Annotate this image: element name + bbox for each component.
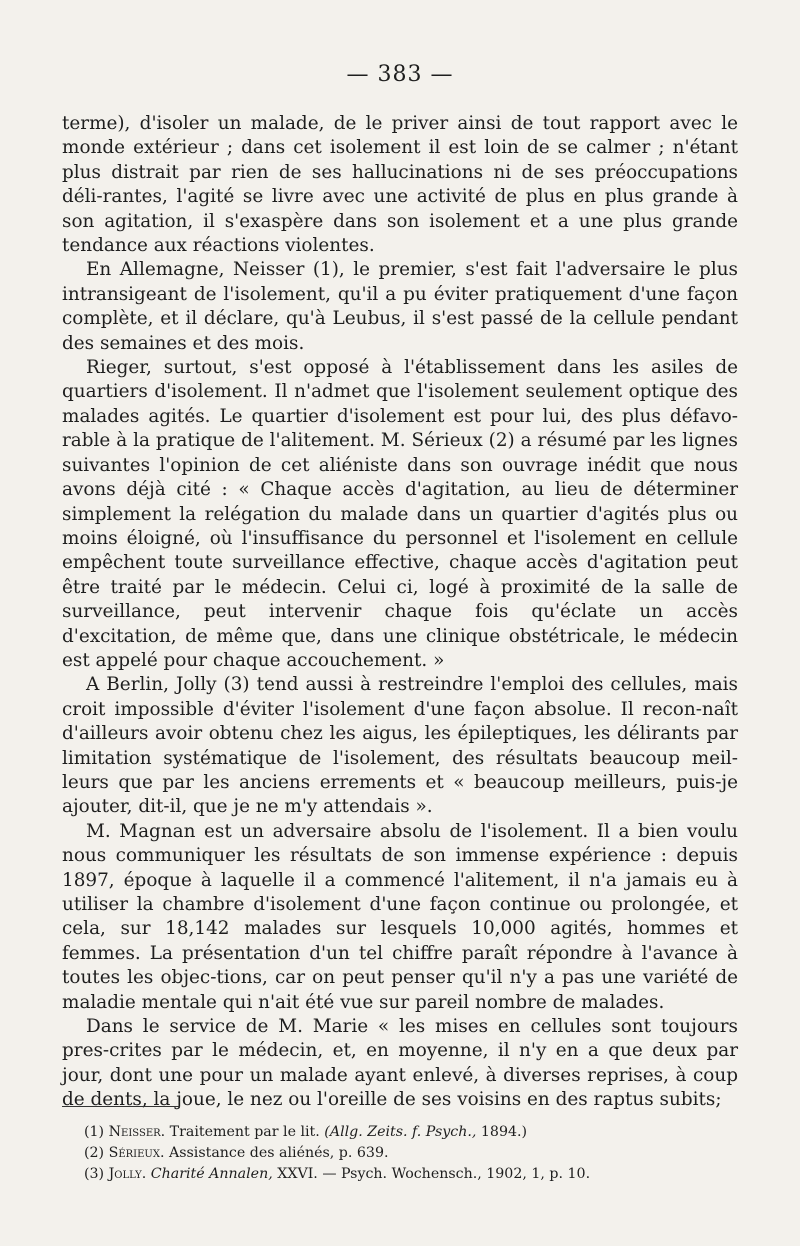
page-number: — 383 — [346, 62, 454, 87]
footnote-number: (3) [84, 1166, 105, 1182]
footnote-number: (2) [84, 1145, 105, 1161]
paragraph-4: A Berlin, Jolly (3) tend aussi à restreindre l'emploi des cellules, mais croit impossible d'éviter l'isolement d'une façon absolue. Il recon-naît d'ailleurs avoir obtenu chez les aigus, les épileptiques, les délirants par limitation systématique de l'isolement, des résultats beaucoup meil-leurs que par les anciens errements et « beaucoup meilleurs, puis-je ajouter, dit-il, que je ne m'y attendais ». [62, 674, 738, 818]
footnote-2 [84, 1143, 738, 1164]
paragraph-3: Rieger, surtout, s'est opposé à l'établissement dans les asiles de quartiers d'isolement. Il n'admet que l'isolement seulement optique des malades agités. Le quartier d'isolement est pour lui, des plus défavo-rable à la pratique de l'alitement. M. Sérieux (2) a résumé par les lignes suivantes l'opinion de cet aliéniste dans son ouvrage inédit que nous avons déjà cité : « Chaque accès d'agitation, au lieu de déterminer simplement la relégation du malade dans un quartier d'agités plus ou moins éloigné, où l'insuffisance du personnel et l'isolement en cellule empêchent toute surveillance effective, chaque accès d'agitation peut être traité par le médecin. Celui ci, logé à proximité de la salle de surveillance, peut intervenir chaque fois qu'éclate un accès d'excitation, de même que, dans une clinique obstétricale, le médecin est appelé pour chaque accouchement. » [62, 357, 738, 671]
footnote-journal: Charité Annalen, [150, 1166, 273, 1182]
footnote-rest: 1894.) [480, 1124, 528, 1140]
footnote-author: Jolly. [108, 1166, 147, 1182]
paragraph-6: Dans le service de M. Marie « les mises en cellules sont toujours pres-crites par le médecin, et, en moyenne, il n'y en a que deux par jour, dont une pour un malade ayant enlevé, à diverses reprises, à coup de dents, la joue, le nez ou l'oreille de ses voisins en des raptus subits; [62, 1016, 738, 1111]
footnote-journal: (Allg. Zeits. f. Psych., [324, 1124, 477, 1140]
footnote-1 [84, 1122, 738, 1143]
body-text [62, 112, 738, 1113]
footnotes [84, 1122, 738, 1185]
footnote-author: Sérieux. [108, 1145, 165, 1161]
footnote-divider [62, 1106, 180, 1107]
paragraph-2: En Allemagne, Neisser (1), le premier, s'est fait l'adversaire le plus intransigeant de l'isolement, qu'il a pu éviter pratiquement d'une façon complète, et il déclare, qu'à Leubus, il s'est passé de la cellule pendant des semaines et des mois. [62, 259, 738, 354]
footnote-author: Neisser. [108, 1124, 166, 1140]
footnote-rest: XXVI. — Psych. Wochensch., 1902, 1, p. 10. [277, 1166, 591, 1182]
footnote-3 [84, 1164, 738, 1185]
paragraph-5: M. Magnan est un adversaire absolu de l'isolement. Il a bien voulu nous communiquer les résultats de son immense expérience : depuis 1897, époque à laquelle il a commencé l'alitement, il n'a jamais eu à utiliser la chambre d'isolement d'une façon continue ou prolongée, et cela, sur 18,142 malades sur lesquels 10,000 agités, hommes et femmes. La présentation d'un tel chiffre paraît répondre à l'avance à toutes les objec-tions, car on peut penser qu'il n'y a pas une variété de maladie mentale qui n'ait été vue sur pareil nombre de malades. [62, 820, 738, 1013]
paragraph-1: terme), d'isoler un malade, de le priver ainsi de tout rapport avec le monde extérieur ; dans cet isolement il est loin de se calmer ; n'étant plus distrait par rien de ses hallucinations ni de ses préoccupations déli-rantes, l'agité se livre avec une activité de plus en plus grande à son agitation, il s'exaspère dans son isolement et a une plus grande tendance aux réactions violentes. [62, 113, 738, 257]
footnote-number: (1) [84, 1124, 105, 1140]
footnote-text: Traitement par le lit. [169, 1124, 320, 1140]
footnote-text: Assistance des aliénés, p. 639. [169, 1145, 389, 1161]
